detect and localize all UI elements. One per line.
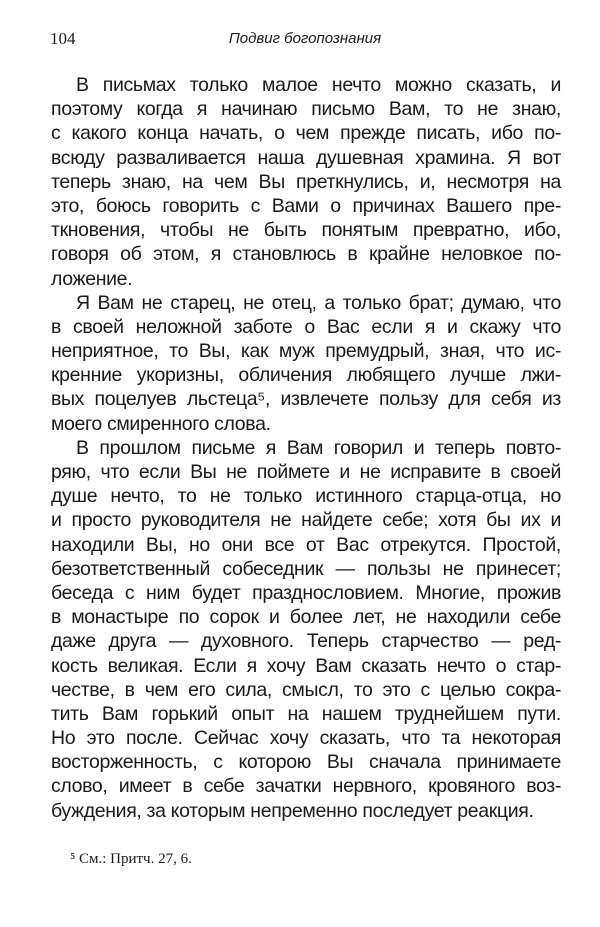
text-line: всюду разваливается наша душевная храмина. Я вот [51,146,561,169]
text-line: тить Вам горький опыт на нашем труднейшем пути. [51,702,561,725]
text-line: Я Вам не старец, не отец, а только брат; думаю, что [76,291,561,314]
text-line: В прошлом письме я Вам говорил и теперь повто- [76,436,561,459]
text-line: безответственный собеседник — пользы не принесет; [51,557,561,580]
text-line: ткновения, чтобы не быть понятым превратно, ибо, [51,219,561,242]
body-text [51,73,561,823]
text-line: беседа с ним будет празднословием. Многие, прожив [51,581,561,604]
text-line: и просто руководителя не найдете себе; хотя бы их и [51,509,561,532]
text-line: вых поцелуев льстеца⁵, извлечете пользу для себя из [51,388,561,411]
page-header [50,29,560,51]
text-line: в своей неложной заботе о Вас если я и скажу что [51,315,561,338]
text-line: Но это после. Сейчас хочу сказать, что та некоторая [51,727,561,750]
text-line: ряю, что если Вы не поймете и не исправите в своей [51,461,561,483]
text-line: поэтому когда я начинаю письмо Вам, то не знаю, [51,98,561,121]
text-line: В письмах только малое нечто можно сказать, и [76,74,561,96]
text-line: буждения, за которым непременно последует реакция. [51,799,534,822]
text-line: кренние укоризны, обличения любящего лучше лжи- [51,364,561,387]
text-line: это, боюсь говорить с Вами о причинах Вашего пре- [51,194,561,217]
text-line: теперь знаю, на чем Вы преткнулись, и, несмотря на [51,170,561,193]
text-line: моего смиренного слова. [51,412,271,435]
footnote: ⁵ См.: Притч. 27, 6. [70,851,192,867]
text-line: слово, имеет в себе зачатки нервного, кровяного воз- [51,775,561,798]
text-line: кость великая. Если я хочу Вам сказать нечто о стар- [51,654,561,677]
paragraph [51,291,561,436]
paragraph [51,436,561,823]
text-line: неприятное, то Вы, как муж премудрый, зная, что ис- [51,340,561,363]
text-line: с какого конца начать, о чем прежде писать, ибо по- [51,122,561,145]
text-line: находили Вы, но они все от Вас отрекутся. Простой, [51,533,561,556]
text-line: восторженность, с которою Вы сначала принимаете [51,751,561,774]
text-line: честве, в чем его сила, смысл, то это с целью сокра- [51,678,561,701]
text-line: даже друга — духовного. Теперь старчество — ред- [51,630,561,653]
text-line: в монастыре по сорок и более лет, не находили себе [51,606,561,629]
text-line: душе нечто, то не только истинного старца-отца, но [51,485,561,508]
text-line: говоря об этом, я становлюсь в крайне неловкое по- [51,243,561,266]
text-line: ложение. [51,267,133,290]
page-number: 104 [50,29,76,48]
paragraph [51,73,561,291]
running-title: Подвиг богопознания [228,30,382,47]
